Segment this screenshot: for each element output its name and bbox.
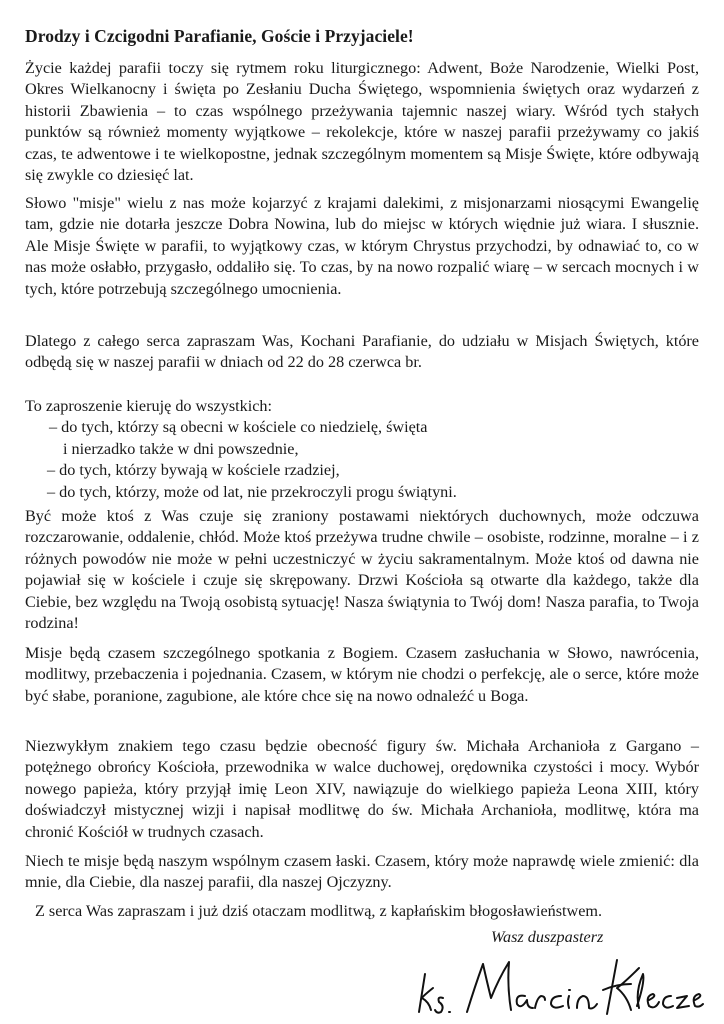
paragraph-missions-meaning: Słowo "misje" wielu z nas może kojarzyć z krajami dalekimi, z misjonarzami niosącymi Ewangelię tam, gdzie nie dotarła jeszcze Dobra Nowina, lub do miejsc w których więdnie już wiara. I słusznie. Ale Misje Święte w parafii, to wyjątkowy czas, w którym Chrystus przychodzi, by odnawiać to, co w nas może osłabło, przygasło, oddaliło się. To czas, by na nowo rozpalić wiarę – w sercach mocnych i w tych, które potrzebują szczególnego umocnienia.	[25, 194, 699, 298]
invitation-item-regular: – do tych, którzy są obecni w kościele co niedzielę, święta	[49, 418, 428, 437]
paragraph-encounter: Misje będą czasem szczególnego spotkania z Bogiem. Czasem zasłuchania w Słowo, nawrócenia, modlitwy, przebaczenia i pojednania. Czasem, w którym nie chodzi o perfekcję, ale o serce, które może być słabe, poranione, zagubione, ale które chce się na nowo odnaleźć u Boga.	[25, 644, 699, 705]
invitation-block	[25, 396, 699, 503]
invitation-item-absent: – do tych, którzy, może od lat, nie przekroczyli progu świątyni.	[47, 482, 457, 501]
letter-page	[25, 0, 699, 1024]
signoff-label: Wasz duszpasterz	[491, 928, 604, 946]
paragraph-grace: Niech te misje będą naszym wspólnym czasem łaski. Czasem, który może naprawdę wiele zmienić: dla mnie, dla Ciebie, dla naszej parafii, dla naszej Ojczyzny.	[25, 852, 699, 892]
invitation-item-occasional: – do tych, którzy bywają w kościele rzadziej,	[47, 461, 340, 480]
paragraph-invitation-dates: Dlatego z całego serca zapraszam Was, Kochani Parafianie, do udziału w Misjach Świętych, które odbędą się w naszej parafii w dniach od 22 do 28 czerwca br.	[25, 332, 699, 372]
invitation-item-regular-continued: i nierzadko także w dni powszednie,	[63, 439, 299, 458]
paragraph-liturgical-year: Życie każdej parafii toczy się rytmem roku liturgicznego: Adwent, Boże Narodzenie, Wielki Post, Okres Wielkanocny i święta po Zesłaniu Ducha Świętego, wspomnienia świętych oraz wydarzeń z historii Zbawienia – to czas wspólnego przeżywania tajemnic naszej wiary. Wśród tych stałych punktów są również momenty wyjątkowe – rekolekcje, które w naszej parafii przeżywamy co jakiś czas, te adwentowe i te wielkopostne, jednak szczególnym momentem są Misje Święte, które odbywają się zwykle co dziesięć lat.	[25, 59, 699, 185]
invitation-intro: To zaproszenie kieruję do wszystkich:	[25, 397, 272, 415]
handwritten-signature	[417, 952, 707, 1018]
paragraph-st-michael: Niezwykłym znakiem tego czasu będzie obecność figury św. Michała Archanioła z Gargano – potężnego obrońcy Kościoła, przewodnika w walce duchowej, orędownika czystości i mocy. Wybór nowego papieża, który przyjął imię Leon XIV, nawiązuje do wielkiego papieża Leona XIII, który doświadczył mistycznej wizji i napisał modlitwę do św. Michała Archanioła, modlitwę, która ma chronić Kościół w trudnych czasach.	[25, 737, 699, 841]
invitation-list	[25, 417, 699, 503]
letter-greeting: Drodzy i Czcigodni Parafianie, Goście i Przyjaciele!	[25, 26, 414, 46]
closing-line: Z serca Was zapraszam i już dziś otaczam modlitwą, z kapłańskim błogosławieństwem.	[35, 902, 603, 920]
paragraph-wounded: Być może ktoś z Was czuje się zraniony postawami niektórych duchownych, może odczuwa rozczarowanie, oddalenie, chłód. Może ktoś przeżywa trudne chwile – osobiste, rodzinne, moralne – i z różnych powodów nie może w pełni uczestniczyć w życiu sakramentalnym. Może ktoś od dawna nie pojawiał się w kościele i czuje się skrępowany. Drzwi Kościoła są otwarte dla każdego, także dla Ciebie, bez względu na Twoją osobistą sytuację! Nasza świątynia to Twój dom! Nasza parafia, to Twoja rodzina!	[25, 507, 699, 633]
